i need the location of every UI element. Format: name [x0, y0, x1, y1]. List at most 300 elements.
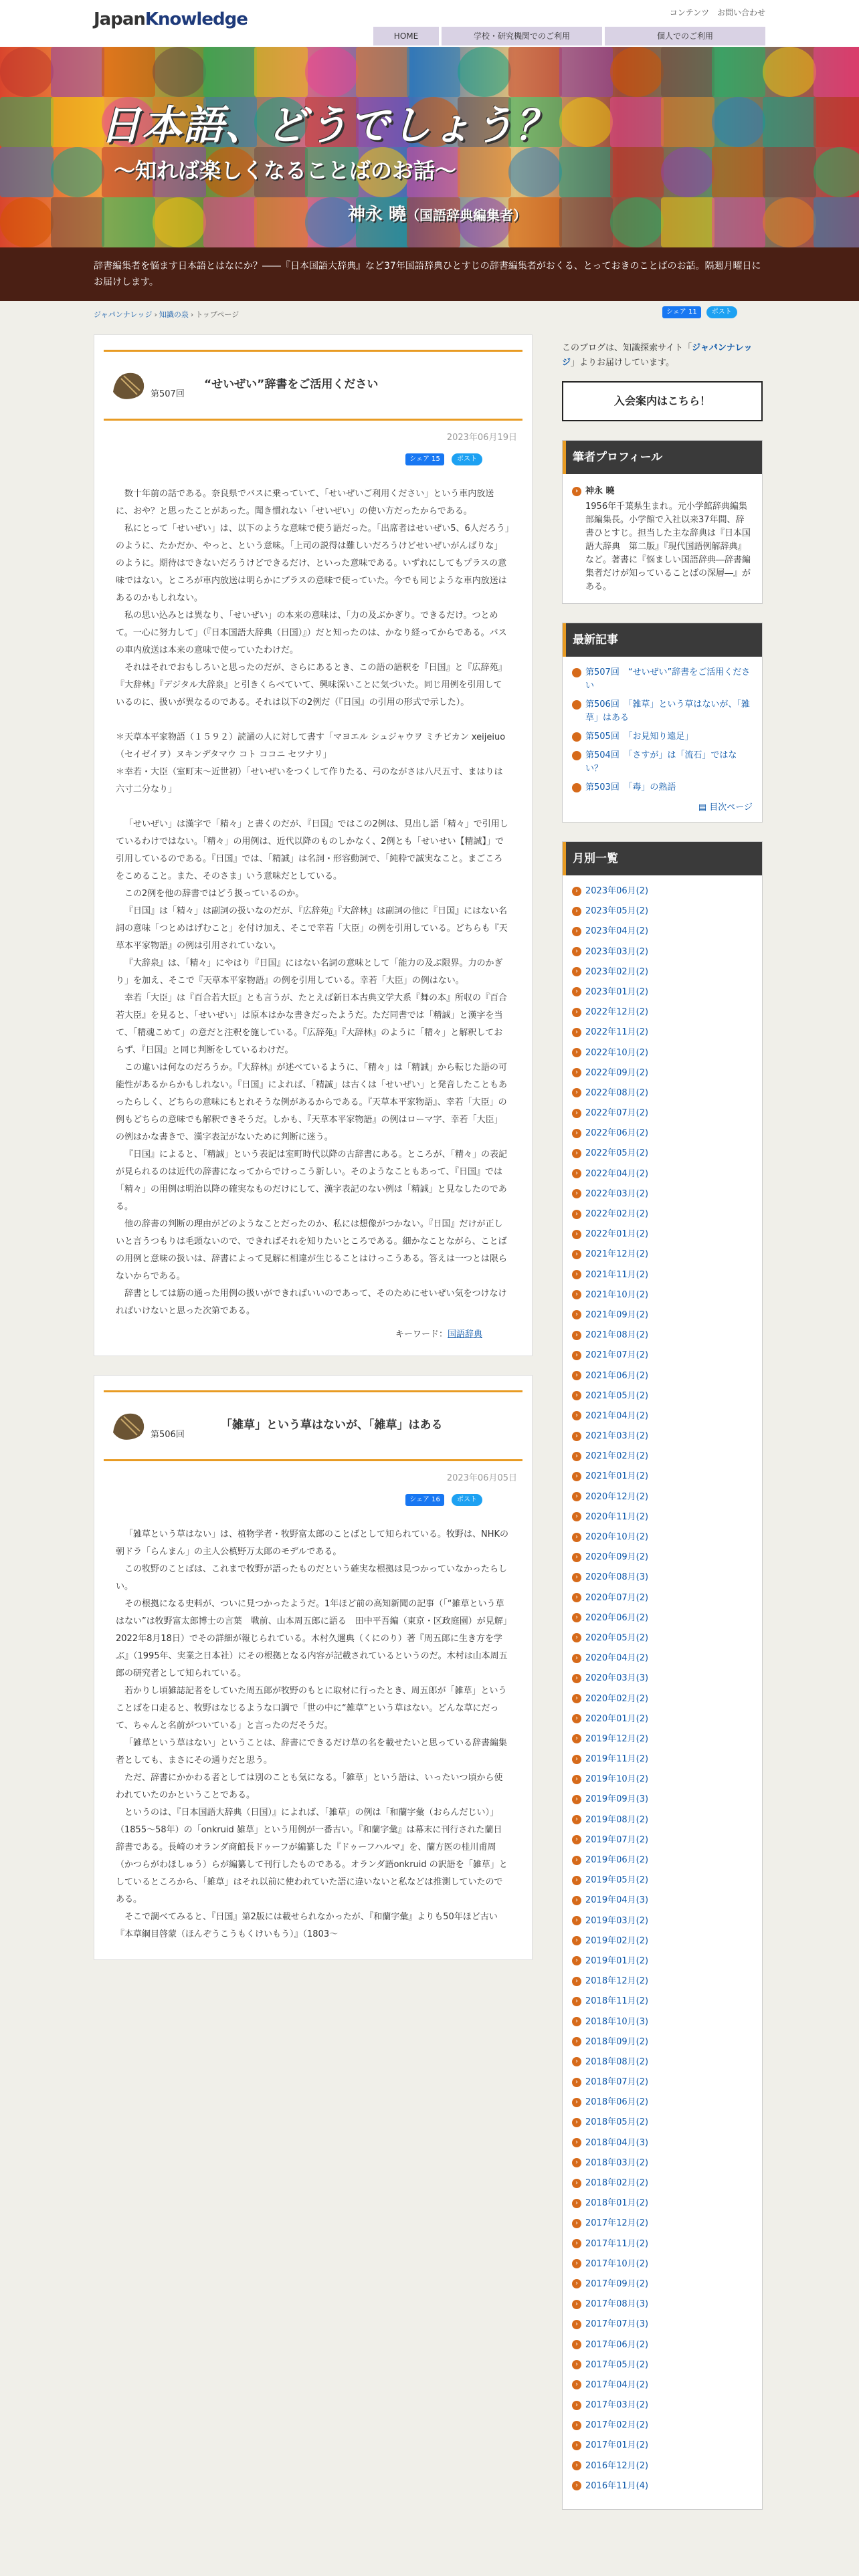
- archive-month-item[interactable]: [572, 1450, 753, 1464]
- archive-month-item[interactable]: [572, 1551, 753, 1565]
- archive-month-link[interactable]: 2021年02月(2): [585, 1451, 649, 1462]
- archive-month-link[interactable]: 2020年04月(2): [585, 1653, 649, 1664]
- blog-author: 神永 曉（国語辞典編集者）: [348, 205, 527, 225]
- archive-month-item[interactable]: [572, 1067, 753, 1081]
- arrow-bullet-icon: ›: [572, 2118, 581, 2127]
- arrow-bullet-icon: ›: [572, 2300, 581, 2309]
- archive-month-link[interactable]: 2017年08月(3): [585, 2299, 649, 2310]
- banner-photo-tile: [763, 197, 816, 247]
- blog-subtitle: ～知れば楽しくなることばのお話～: [114, 158, 457, 183]
- archive-month-item[interactable]: [572, 2036, 753, 2050]
- archive-month-link[interactable]: 2017年05月(2): [585, 2359, 649, 2370]
- profile-box: [562, 440, 763, 604]
- archive-month-link[interactable]: 2023年06月(2): [585, 886, 649, 896]
- archive-month-link[interactable]: 2022年10月(2): [585, 1047, 649, 1058]
- archive-month-item[interactable]: [572, 2238, 753, 2252]
- recent-post-item[interactable]: [569, 666, 753, 693]
- archive-month-link[interactable]: 2019年06月(2): [585, 1855, 649, 1865]
- arrow-bullet-icon: ›: [572, 2481, 581, 2490]
- archive-month-item[interactable]: [572, 1995, 753, 2009]
- archive-month-item[interactable]: [572, 966, 753, 980]
- arrow-bullet-icon: ›: [572, 967, 581, 976]
- archive-month-link[interactable]: 2020年11月(2): [585, 1511, 649, 1522]
- archive-month-link[interactable]: 2023年04月(2): [585, 926, 649, 937]
- arrow-bullet-icon: ›: [572, 2320, 581, 2329]
- contact-link[interactable]: お問い合わせ: [717, 8, 765, 17]
- archive-month-item[interactable]: [572, 1571, 753, 1585]
- banner-photo-tile: [153, 47, 206, 97]
- arrow-bullet-icon: ›: [572, 1270, 581, 1279]
- arrow-bullet-icon: ›: [572, 2037, 581, 2046]
- arrow-bullet-icon: ›: [572, 1129, 581, 1138]
- archive-month-item[interactable]: [572, 2359, 753, 2373]
- archive-month-item[interactable]: [572, 1753, 753, 1767]
- archive-month-link[interactable]: 2023年01月(2): [585, 986, 649, 997]
- arrow-bullet-icon: ›: [572, 2441, 581, 2450]
- archive-month-link[interactable]: 2023年05月(2): [585, 906, 649, 917]
- archive-month-item[interactable]: [572, 1269, 753, 1283]
- archive-month-link[interactable]: 2023年02月(2): [585, 966, 649, 977]
- archive-month-link[interactable]: 2018年01月(2): [585, 2198, 649, 2209]
- archive-month-item[interactable]: [572, 2137, 753, 2151]
- arrow-bullet-icon: ›: [572, 1189, 581, 1198]
- arrow-bullet-icon: ›: [572, 1694, 581, 1703]
- banner-photo-tile: [407, 47, 460, 97]
- nav-personal[interactable]: 個人でのご利用: [605, 27, 765, 45]
- archive-month-item[interactable]: [572, 1834, 753, 1848]
- archive-month-link[interactable]: 2019年07月(2): [585, 1834, 649, 1845]
- archive-month-link[interactable]: 2022年03月(2): [585, 1188, 649, 1199]
- archive-month-link[interactable]: 2022年01月(2): [585, 1229, 649, 1240]
- article-date: 2023年06月19日: [446, 433, 517, 443]
- arrow-bullet-icon: ›: [572, 2078, 581, 2087]
- archive-month-link[interactable]: 2022年02月(2): [585, 1209, 649, 1219]
- archive-month-link[interactable]: 2019年10月(2): [585, 1774, 649, 1785]
- arrow-bullet-icon: ›: [572, 1088, 581, 1097]
- facebook-share-button[interactable]: シェア 11: [662, 306, 701, 318]
- archive-month-link[interactable]: 2017年02月(2): [585, 2420, 649, 2431]
- twitter-post-button[interactable]: ポスト: [452, 453, 482, 465]
- blog-banner: [0, 47, 859, 247]
- arrow-bullet-icon: ›: [572, 1331, 581, 1340]
- arrow-bullet-icon: ›: [572, 1068, 581, 1077]
- archive-month-link[interactable]: 2016年11月(4): [585, 2480, 649, 2491]
- archive-month-link[interactable]: 2019年04月(3): [585, 1895, 649, 1906]
- archive-month-item[interactable]: [572, 885, 753, 899]
- arrow-bullet-icon: ›: [572, 2098, 581, 2107]
- archive-month-item[interactable]: [572, 1511, 753, 1525]
- archive-month-link[interactable]: 2021年10月(2): [585, 1289, 649, 1300]
- paragraph: 『大辞泉』は、「精々」にやはり『日国』にはない名詞の意味として「能力の及ぶ限界。力のかぎり」を加え、そこで『天草本平家物語』の例を引用している。幸若「大臣」の例はない。: [116, 958, 503, 986]
- archive-month-item[interactable]: [572, 1208, 753, 1222]
- archive-month-item[interactable]: [572, 1470, 753, 1484]
- archive-month-link[interactable]: 2019年01月(2): [585, 1955, 649, 1966]
- banner-photo-tile: [661, 147, 714, 197]
- paragraph: そこで調べてみると、『日国』第2版には載せられなかったが、『和蘭字彙』よりも50年ほど古い『本草綱目啓蒙（ほんぞうこうもくけいもう）』（1803～: [116, 1912, 498, 1939]
- arrow-bullet-icon: ›: [572, 987, 581, 996]
- arrow-bullet-icon: ›: [572, 487, 581, 496]
- archive-month-item[interactable]: [572, 1733, 753, 1747]
- archive-month-link[interactable]: 2019年08月(2): [585, 1814, 649, 1825]
- archive-month-item[interactable]: [572, 2116, 753, 2130]
- archive-month-link[interactable]: 2020年02月(2): [585, 1693, 649, 1704]
- archive-month-item[interactable]: [572, 2096, 753, 2110]
- banner-photo-tile: [508, 47, 562, 97]
- archive-month-item[interactable]: [572, 2379, 753, 2393]
- arrow-bullet-icon: ›: [572, 1411, 581, 1420]
- archive-month-link[interactable]: 2017年10月(2): [585, 2258, 649, 2269]
- article-body: [104, 1526, 522, 1943]
- list-icon: ▤: [698, 802, 710, 813]
- archive-month-item[interactable]: [572, 1592, 753, 1606]
- archive-month-link[interactable]: 2021年07月(2): [585, 1350, 649, 1361]
- archive-month-item[interactable]: [572, 1329, 753, 1343]
- archive-month-link[interactable]: 2020年12月(2): [585, 1491, 649, 1502]
- archive-month-link[interactable]: 2022年07月(2): [585, 1108, 649, 1119]
- archive-month-link[interactable]: 2021年04月(2): [585, 1410, 649, 1421]
- archive-month-link[interactable]: 2019年02月(2): [585, 1935, 649, 1946]
- archive-month-item[interactable]: [572, 2217, 753, 2231]
- japanknowledge-link[interactable]: ジャパンナレッジ: [562, 343, 753, 368]
- arrow-bullet-icon: ›: [572, 2057, 581, 2066]
- paragraph: この違いは何なのだろうか。『大辞林』が述べているように、「精々」は「精誠」から転じた語の可能性があるからかもしれない。『日国』によれば、「精誠」は古くは「せいぜい」と発音したこともあったらしく、どちらの意味にもとれそうな例があるからである。『天草本平家物語』、幸若「大臣」の例もどちらの意味でも解釈できそうだ。しかも、『天草本平家物語』の例はローマ字、幸若「大臣」の例はかな書きで、漢字表記がないために判断に迷う。: [116, 1063, 508, 1142]
- contents-link[interactable]: コンテンツ: [669, 8, 710, 17]
- archive-month-item[interactable]: [572, 905, 753, 919]
- banner-photo-tile: [661, 97, 714, 147]
- archive-month-link[interactable]: 2017年12月(2): [585, 2218, 649, 2229]
- paragraph: 若かりし頃雑誌記者をしていた周五郎が牧野のもとに取材に行ったとき、周五郎が「雑草」ということばを口走ると、牧野はなじるような口調で「世の中に“雑草”という草はない。どんな草にだって、ちゃんと名前がついている」と言ったのだそうだ。: [116, 1686, 507, 1731]
- archive-month-item[interactable]: [572, 2278, 753, 2292]
- archive-month-link[interactable]: 2023年03月(2): [585, 946, 649, 957]
- arrow-bullet-icon: ›: [572, 2279, 581, 2288]
- archive-month-link[interactable]: 2022年09月(2): [585, 1067, 649, 1078]
- banner-photo-tile: [356, 47, 409, 97]
- archive-month-item[interactable]: [572, 1228, 753, 1242]
- archive-month-link[interactable]: 2020年06月(2): [585, 1612, 649, 1623]
- archive-month-link[interactable]: 2018年11月(2): [585, 1996, 649, 2007]
- arrow-bullet-icon: ›: [572, 1613, 581, 1622]
- archive-month-link[interactable]: 2021年12月(2): [585, 1249, 649, 1260]
- facebook-share-button[interactable]: シェア 16: [405, 1494, 444, 1506]
- archive-month-item[interactable]: [572, 1935, 753, 1949]
- archive-month-link[interactable]: 2018年10月(3): [585, 2016, 649, 2027]
- arrow-bullet-icon: ›: [572, 751, 581, 760]
- recent-posts-box: [562, 623, 763, 823]
- arrow-bullet-icon: ›: [572, 1512, 581, 1521]
- archive-month-item[interactable]: [572, 2016, 753, 2030]
- article-title[interactable]: 「雑草」という草はないが、「雑草」はある: [221, 1418, 443, 1432]
- arrow-bullet-icon: ›: [572, 1956, 581, 1965]
- author-name: › 神永 曉: [572, 484, 753, 496]
- arrow-bullet-icon: ›: [572, 1230, 581, 1239]
- banner-photo-tile: [458, 47, 511, 97]
- archive-month-link[interactable]: 2021年06月(2): [585, 1370, 649, 1381]
- archive-month-item[interactable]: [572, 1127, 753, 1141]
- archive-month-item[interactable]: [572, 1955, 753, 1969]
- archive-month-item[interactable]: [572, 2258, 753, 2272]
- arrow-bullet-icon: ›: [572, 1149, 581, 1158]
- archive-month-link[interactable]: 2018年08月(2): [585, 2056, 649, 2067]
- blog-intro: このブログは、知識探索サイト「ジャパンナレッジ」よりお届けしています。: [562, 343, 753, 368]
- archive-month-item[interactable]: [572, 2419, 753, 2433]
- archive-month-link[interactable]: 2021年03月(2): [585, 1431, 649, 1442]
- archive-month-item[interactable]: [572, 1854, 753, 1868]
- archive-month-link[interactable]: 2022年04月(2): [585, 1168, 649, 1179]
- arrow-bullet-icon: ›: [572, 1432, 581, 1441]
- archive-month-item[interactable]: [572, 1309, 753, 1323]
- paragraph: 数十年前の話である。奈良県でバスに乗っていて、「せいぜいご利用ください」という車内放送に、おや？と思ったことがあった。聞き慣れない「せいぜい」の使い方だったからである。: [116, 489, 494, 516]
- archive-month-item[interactable]: [572, 1168, 753, 1182]
- japanknowledge-logo[interactable]: JapanKnowledge: [94, 9, 248, 29]
- archive-month-link[interactable]: 2019年12月(2): [585, 1733, 649, 1744]
- archive-month-link[interactable]: 2019年11月(2): [585, 1754, 649, 1765]
- archive-month-item[interactable]: [572, 1793, 753, 1807]
- archive-month-link[interactable]: 2019年03月(2): [585, 1915, 649, 1926]
- table-of-contents-link[interactable]: [572, 800, 753, 813]
- arrow-bullet-icon: ›: [572, 1169, 581, 1178]
- arrow-bullet-icon: ›: [572, 1734, 581, 1743]
- breadcrumb-japanknowledge[interactable]: ジャパンナレッジ: [94, 310, 153, 319]
- banner-photo-tile: [814, 97, 859, 147]
- archive-month-link[interactable]: 2020年03月(3): [585, 1673, 649, 1684]
- archive-month-link[interactable]: 2022年11月(2): [585, 1027, 649, 1038]
- arrow-bullet-icon: ›: [572, 1876, 581, 1885]
- arrow-bullet-icon: ›: [572, 1755, 581, 1764]
- archive-month-item[interactable]: [572, 1874, 753, 1888]
- archive-month-item[interactable]: [572, 2399, 753, 2413]
- archive-month-link[interactable]: 2022年12月(2): [585, 1007, 649, 1018]
- banner-photo-tile: [305, 47, 359, 97]
- quotation: ＊天草本平家物語（１５９２）読誦の人に対して書す「マヨエル シュジャウヲ ミチビカン xeijeiuo（セイゼイヲ）ヌキンデタマウ コト ココニ セツナリ」: [116, 732, 506, 760]
- archive-month-item[interactable]: [572, 2197, 753, 2211]
- archive-month-item[interactable]: [572, 1652, 753, 1666]
- arrow-bullet-icon: ›: [572, 2360, 581, 2369]
- archive-month-link[interactable]: 2021年01月(2): [585, 1471, 649, 1482]
- archive-month-item[interactable]: [572, 1370, 753, 1384]
- archive-month-item[interactable]: [572, 986, 753, 1000]
- archive-month-link[interactable]: 2018年02月(2): [585, 2178, 649, 2188]
- archive-month-link[interactable]: 2017年07月(3): [585, 2319, 649, 2330]
- archive-month-link[interactable]: 2017年01月(2): [585, 2440, 649, 2451]
- breadcrumb-knowledge[interactable]: 知識の泉: [159, 310, 189, 319]
- archive-month-item[interactable]: [572, 1107, 753, 1121]
- archive-month-item[interactable]: [572, 1006, 753, 1020]
- article-body: [104, 486, 522, 1320]
- archive-month-link[interactable]: 2021年05月(2): [585, 1390, 649, 1401]
- arrow-bullet-icon: ›: [572, 1916, 581, 1925]
- archive-month-item[interactable]: [572, 1147, 753, 1161]
- banner-photo-tile: [0, 147, 54, 197]
- paragraph: ただ、辞書にかかわる者としては別のことも気になる。「雑草」という語は、いったいつ頃から使われていたのかということである。: [116, 1773, 503, 1800]
- archive-month-link[interactable]: 2020年10月(2): [585, 1532, 649, 1542]
- arrow-bullet-icon: ›: [572, 1997, 581, 2006]
- arrow-bullet-icon: ›: [572, 2158, 581, 2167]
- breadcrumb-top: トップページ: [195, 310, 240, 319]
- archive-month-item[interactable]: [572, 2298, 753, 2312]
- arrow-bullet-icon: ›: [572, 1633, 581, 1642]
- paragraph: 私にとって「せいぜい」は、以下のような意味で使う語だった。「出席者はせいぜい5、6人だろう」のように、たかだか、やっと、という意味。「上司の説得は難しいだろうけどせいぜいがんばりな」のように。期待はできないだろうけどできるだけ、といった意味である。いずれにしてもプラスの意味ではない。ところが車内放送は明らかにプラスの意味で使っていた。今でも同じような車内放送はあるのかもしれない。: [116, 524, 510, 603]
- archive-month-item[interactable]: [572, 925, 753, 939]
- twitter-post-button[interactable]: ポスト: [706, 306, 737, 318]
- arrow-bullet-icon: ›: [572, 1856, 581, 1865]
- recent-post-item[interactable]: [569, 730, 753, 744]
- page-share: [662, 306, 737, 318]
- archive-month-item[interactable]: [572, 1188, 753, 1202]
- archive-month-item[interactable]: [572, 1349, 753, 1363]
- arrow-bullet-icon: ›: [572, 1977, 581, 1986]
- arrow-bullet-icon: ›: [572, 1109, 581, 1118]
- archive-month-item[interactable]: [572, 1975, 753, 1989]
- paragraph: その根拠になる史料が、ついに見つかったようだ。1年ほど前の高知新聞の記事（「“雑草という草はない”は牧野富太郎博士の言葉 戦前、山本周五郎に語る 田中平吾編（東京・区政庭園）が見解」2022年8月18日）でその詳細が報じられている。木村久邇典（くにのり）著『周五郎に生き方を学ぶ』（1995年、実業之日本社）にその根拠となる内容が記載されているというのだ。木村は山本周五郎の研究者として知られている。: [116, 1599, 508, 1679]
- recent-post-item[interactable]: [569, 749, 753, 776]
- arrow-bullet-icon: ›: [572, 1492, 581, 1501]
- archive-month-link[interactable]: 2017年04月(2): [585, 2379, 649, 2390]
- paragraph: 他の辞書の判断の理由がどのようなことだったのか、私には想像がつかない。『日国』だけが正しいと言うつもりは毛頭ないので、できればそれを知りたいところである。細かなことながら、ことばの用例と意味の扱いは、辞書によって見解に相違が生じることはけっこうある。答えは一つとは限らないからである。: [116, 1219, 508, 1281]
- archive-month-item[interactable]: [572, 1915, 753, 1929]
- archive-month-item[interactable]: [572, 1531, 753, 1545]
- archive-month-item[interactable]: [572, 1410, 753, 1424]
- archive-month-link[interactable]: 2022年05月(2): [585, 1148, 649, 1159]
- table-of-contents-label[interactable]: 目次ページ: [709, 802, 753, 813]
- archive-month-link[interactable]: 2017年09月(2): [585, 2278, 649, 2289]
- archive-month-item[interactable]: [572, 2056, 753, 2070]
- paragraph: この2例を他の辞書ではどう扱っているのか。: [124, 889, 304, 899]
- archive-month-link[interactable]: 2017年03月(2): [585, 2400, 649, 2411]
- archive-month-item[interactable]: [572, 2157, 753, 2171]
- archive-month-item[interactable]: [572, 1491, 753, 1505]
- archive-month-item[interactable]: [572, 1632, 753, 1646]
- archive-month-link[interactable]: 2022年08月(2): [585, 1087, 649, 1098]
- keyword-link[interactable]: 国語辞典: [447, 1329, 482, 1339]
- archive-month-item[interactable]: [572, 1289, 753, 1303]
- archive-month-item[interactable]: [572, 1026, 753, 1040]
- archive-month-link[interactable]: 2018年12月(2): [585, 1976, 649, 1987]
- archive-month-link[interactable]: 2020年09月(2): [585, 1552, 649, 1563]
- article-header: [104, 1390, 522, 1461]
- archive-month-item[interactable]: [572, 2318, 753, 2332]
- archive-month-link[interactable]: 2021年08月(2): [585, 1330, 649, 1341]
- paragraph: 『日国』は「精々」は副詞の扱いなのだが、『広辞苑』『大辞林』は副詞の他に『日国』にはない名詞の意味「つとめはげむこと」を付け加え、そこで幸若「大臣」の例を引用している。どちらも『天草本平家物語』の例は引用されていない。: [116, 906, 508, 951]
- archive-month-link[interactable]: 2017年06月(2): [585, 2339, 649, 2350]
- recent-post-link[interactable]: 第503回 「毒」の熟語: [585, 782, 676, 792]
- banner-photo-tile: [51, 97, 104, 147]
- archive-month-link[interactable]: 2019年09月(3): [585, 1794, 649, 1805]
- archive-month-link[interactable]: 2020年01月(2): [585, 1713, 649, 1724]
- archive-month-item[interactable]: [572, 1047, 753, 1061]
- recent-post-link[interactable]: 第505回 「お見知り遠足」: [585, 732, 694, 742]
- membership-button[interactable]: 入会案内はこちら！: [562, 381, 763, 421]
- archive-month-item[interactable]: [572, 2460, 753, 2474]
- twitter-post-button[interactable]: ポスト: [452, 1494, 482, 1506]
- article-card: [94, 334, 533, 1356]
- banner-photo-tile: [814, 147, 859, 197]
- nav-school[interactable]: 学校・研究機関でのご利用: [442, 27, 602, 45]
- quotation: ＊幸若・大臣（室町末～近世初）「せいぜいをつくして作りたる、弓のながさは八尺五寸、まはりは六寸二分なり」: [116, 767, 503, 794]
- archive-month-item[interactable]: [572, 1693, 753, 1707]
- facebook-share-button[interactable]: シェア 15: [405, 453, 444, 465]
- recent-post-item[interactable]: [569, 781, 753, 794]
- archive-month-item[interactable]: [572, 2480, 753, 2494]
- arrow-bullet-icon: ›: [572, 700, 581, 710]
- arrow-bullet-icon: ›: [572, 1775, 581, 1784]
- archive-month-item[interactable]: [572, 2076, 753, 2090]
- archive-month-item[interactable]: [572, 1430, 753, 1444]
- paragraph: というのは、『日本国語大辞典（日国）』によれば、「雑草」の例は「和蘭字彙（おらんだじい）」（1855～58年）の「onkruid 雑草」という用例が一番古い。『和蘭字彙』は幕末に刊行された蘭日辞書である。長崎のオランダ商館長ドゥーフが編纂した『ドゥーフハルマ』を、蘭方医の桂川甫周（かつらがわほしゅう）らが編纂して刊行したものである。オランダ語onkruid の訳語を「雑草」としているところから、「雑草」はそれ以前に使われていた語に違いないと私などは推測していたのである。: [116, 1808, 508, 1905]
- arrow-bullet-icon: ›: [572, 2199, 581, 2208]
- archive-month-item[interactable]: [572, 2177, 753, 2191]
- archive-heading: 月別一覧: [563, 842, 762, 875]
- arrow-bullet-icon: ›: [572, 1795, 581, 1804]
- archive-month-item[interactable]: [572, 2339, 753, 2353]
- breadcrumb: ジャパンナレッジ › 知識の泉 › トップページ: [94, 310, 240, 319]
- arrow-bullet-icon: ›: [572, 2259, 581, 2268]
- archive-month-link[interactable]: 2020年05月(2): [585, 1632, 649, 1643]
- banner-photo-tile: [51, 47, 104, 97]
- arrow-bullet-icon: ›: [572, 2179, 581, 2188]
- banner-photo-tile: [814, 197, 859, 247]
- archive-month-item[interactable]: [572, 1672, 753, 1686]
- archive-month-link[interactable]: 2016年12月(2): [585, 2460, 649, 2471]
- arrow-bullet-icon: ›: [572, 2461, 581, 2470]
- arrow-bullet-icon: ›: [572, 947, 581, 956]
- arrow-bullet-icon: ›: [572, 1452, 581, 1461]
- nav-home[interactable]: HOME: [373, 27, 439, 45]
- archive-month-link[interactable]: 2018年09月(2): [585, 2036, 649, 2047]
- arrow-bullet-icon: ›: [572, 1210, 581, 1219]
- archive-month-link[interactable]: 2017年11月(2): [585, 2238, 649, 2249]
- paragraph: それはそれでおもしろいと思ったのだが、さらにあるとき、この語の語釈を『日国』と『広辞苑』『大辞林』『デジタル大辞泉』と引きくらべていて、興味深いことに気づいた。同じ用例を引用しているのに、扱いが異なるのである。それは以下の2例だ（『日国』の引用の形式で示した）。: [116, 663, 507, 708]
- archive-month-link[interactable]: 2018年05月(2): [585, 2117, 649, 2128]
- archive-month-item[interactable]: [572, 1612, 753, 1626]
- recent-post-link[interactable]: 第504回 「さすが」は「流石」ではない？: [585, 750, 737, 774]
- archive-month-item[interactable]: [572, 1087, 753, 1101]
- archive-month-link[interactable]: 2018年07月(2): [585, 2077, 649, 2088]
- recent-post-link[interactable]: 第506回 「雑草」という草はないが、「雑草」はある: [585, 700, 750, 723]
- archive-month-item[interactable]: [572, 1713, 753, 1727]
- arrow-bullet-icon: ›: [572, 2219, 581, 2228]
- site-header: [0, 0, 859, 47]
- archive-month-link[interactable]: 2020年07月(2): [585, 1592, 649, 1603]
- archive-month-item[interactable]: [572, 2439, 753, 2453]
- article-title[interactable]: “せいぜい”辞書をご活用ください: [204, 378, 379, 391]
- archive-month-link[interactable]: 2022年06月(2): [585, 1128, 649, 1139]
- arrow-bullet-icon: ›: [572, 1674, 581, 1683]
- archive-month-link[interactable]: 2018年03月(2): [585, 2157, 649, 2168]
- banner-photo-tile: [712, 47, 765, 97]
- archive-month-item[interactable]: [572, 1248, 753, 1262]
- main-nav: [371, 27, 765, 45]
- arrow-bullet-icon: ›: [572, 907, 581, 916]
- archive-month-item[interactable]: [572, 1773, 753, 1787]
- archive-month-item[interactable]: [572, 946, 753, 960]
- recent-post-item[interactable]: [569, 698, 753, 725]
- recent-post-link[interactable]: 第507回 “せいぜい”辞書をご活用ください: [585, 667, 751, 691]
- archive-month-link[interactable]: 2019年05月(2): [585, 1875, 649, 1886]
- archive-month-item[interactable]: [572, 1894, 753, 1908]
- archive-month-item[interactable]: [572, 1390, 753, 1404]
- archive-month-link[interactable]: 2018年06月(2): [585, 2097, 649, 2108]
- banner-photo-tile: [51, 147, 104, 197]
- archive-month-item[interactable]: [572, 1814, 753, 1828]
- arrow-bullet-icon: ›: [572, 1351, 581, 1360]
- archive-month-link[interactable]: 2021年11月(2): [585, 1269, 649, 1280]
- arrow-bullet-icon: ›: [572, 927, 581, 936]
- archive-month-link[interactable]: 2018年04月(3): [585, 2137, 649, 2148]
- archive-month-link[interactable]: 2021年09月(2): [585, 1309, 649, 1320]
- banner-photo-tile: [0, 97, 54, 147]
- archive-month-link[interactable]: 2020年08月(3): [585, 1572, 649, 1583]
- arrow-bullet-icon: ›: [572, 1250, 581, 1259]
